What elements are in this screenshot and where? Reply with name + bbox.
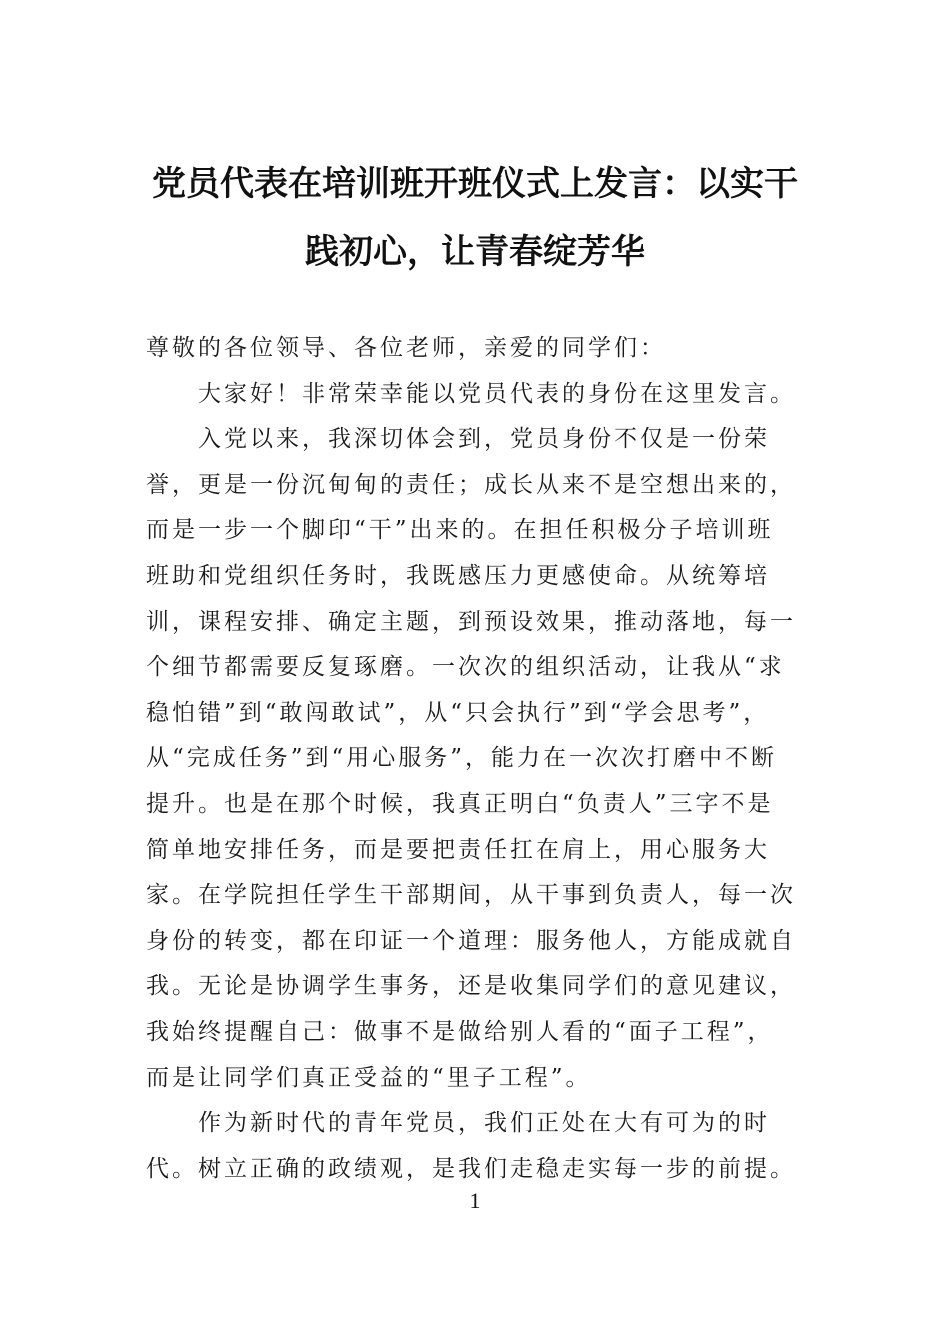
- document-title: 党员代表在培训班开班仪式上发言：以实干践初心，让青春绽芳华: [152, 164, 798, 272]
- page-number: 1: [469, 1188, 481, 1213]
- salutation: 尊敬的各位领导、各位老师，亲爱的同学们：: [146, 335, 666, 361]
- paragraph-experience: 入党以来，我深切体会到，党员身份不仅是一份荣誉，更是一份沉甸甸的责任；成长从来不是空想出来的，而是一步一个脚印“干”出来的。在担任积极分子培训班班助和党组织任务时，我既感压力更感使命。从统筹培训，课程安排、确定主题，到预设效果，推动落地，每一个细节都需要反复琢磨。一次次的组织活动，让我从“求稳怕错”到“敢闯敢试”，从“只会执行”到“学会思考”，从“完成任务”到“用心服务”，能力在一次次打磨中不断提升。也是在那个时候，我真正明白“负责人”三字不是简单地安排任务，而是要把责任扛在肩上，用心服务大家。在学院担任学生干部期间，从干事到负责人，每一次身份的转变，都在印证一个道理：服务他人，方能成就自我。无论是协调学生事务，还是收集同学们的意见建议，我始终提醒自己：做事不是做给别人看的“面子工程”，而是让同学们真正受益的“里子工程”。: [146, 426, 796, 1091]
- paragraph-greeting: 大家好！非常荣幸能以党员代表的身份在这里发言。: [198, 380, 796, 407]
- document-body: [146, 326, 796, 1192]
- paragraph-youth-party-member: 作为新时代的青年党员，我们正处在大有可为的时代。树立正确的政绩观，是我们走稳走实每一步的前提。: [146, 1110, 796, 1182]
